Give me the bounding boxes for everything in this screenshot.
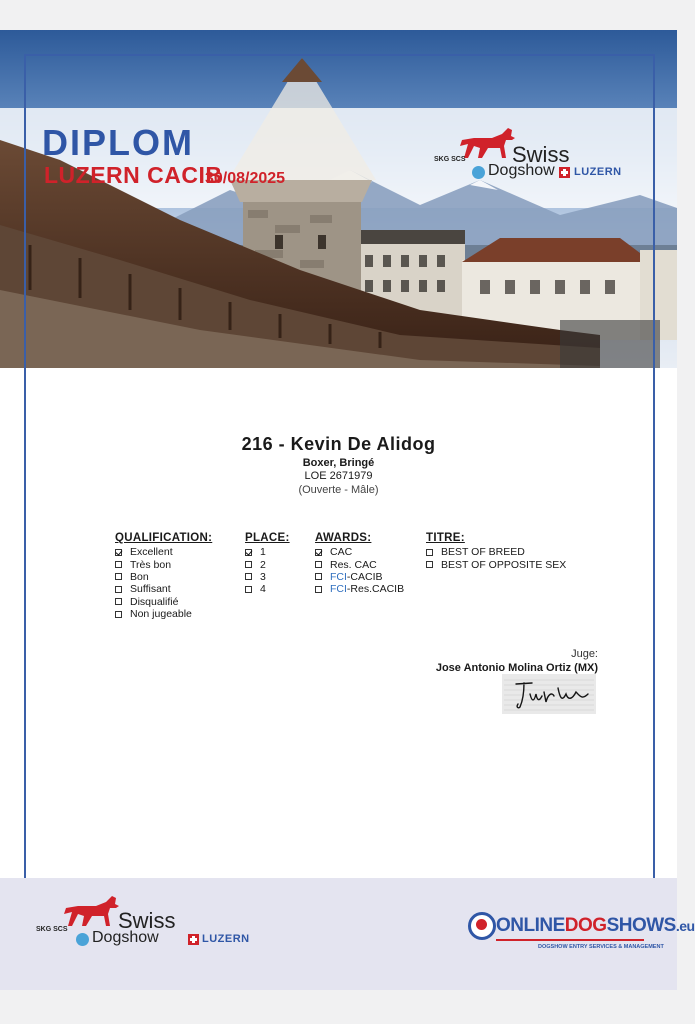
checkbox-icon — [426, 561, 433, 568]
award-option: Res. CAC — [315, 558, 404, 570]
checkbox-icon — [315, 573, 322, 580]
judge-label: Juge: — [571, 648, 598, 660]
place-column — [245, 532, 290, 596]
checkbox-icon — [115, 598, 122, 605]
award-option: CAC — [315, 546, 404, 558]
award-option: FCI -Res.CACIB — [315, 583, 404, 595]
awards-column — [315, 532, 404, 596]
titre-option: BEST OF BREED — [426, 546, 566, 558]
org-badge: SKG SCS — [434, 156, 466, 163]
judge-name: Jose Antonio Molina Ortiz (MX) — [435, 662, 598, 674]
dog-catalog-name: 216 - Kevin De Alidog — [241, 434, 436, 454]
place-heading: PLACE: — [245, 532, 290, 544]
show-date: 30/08/2025 — [205, 170, 286, 187]
online-dogshows-wordmark: ONLINEDOGSHOWS.eu — [496, 915, 695, 936]
online-dogshows-tagline: DOGSHOW ENTRY SERVICES & MANAGEMENT — [538, 944, 664, 950]
checkbox-checked-icon — [315, 549, 322, 556]
checkbox-icon — [115, 573, 122, 580]
show-name: LUZERN CACIB — [44, 162, 223, 188]
logo-underline — [496, 939, 644, 941]
award-option: FCI -CACIB — [315, 571, 404, 583]
logo-swiss-text: Swiss — [118, 908, 176, 933]
diploma-title: DIPLOM — [42, 122, 194, 163]
qualification-option: Très bon — [115, 558, 212, 570]
titre-column — [426, 532, 566, 571]
checkbox-icon — [115, 561, 122, 568]
swiss-cross-icon — [188, 934, 199, 945]
judge-signature — [502, 674, 596, 714]
dog-breed: Boxer, Bringé — [302, 457, 375, 469]
lucerne-chapel-bridge-photo — [0, 30, 677, 368]
titre-option: BEST OF OPPOSITE SEX — [426, 558, 566, 570]
qualification-option: Excellent — [115, 546, 212, 558]
swiss-dogshow-logo-bottom — [34, 892, 254, 956]
qualification-option: Non jugeable — [115, 608, 212, 620]
checkbox-icon — [245, 561, 252, 568]
place-option: 1 — [245, 546, 290, 558]
header-banner — [0, 30, 677, 368]
checkbox-icon — [426, 549, 433, 556]
logo-dogshow-text: Dogshow — [488, 162, 555, 179]
place-option: 3 — [245, 571, 290, 583]
qualification-column — [115, 532, 212, 620]
globe-icon — [76, 933, 89, 946]
place-option: 4 — [245, 583, 290, 595]
awards-heading: AWARDS: — [315, 532, 372, 544]
diploma-sheet — [0, 30, 695, 990]
checkbox-icon — [245, 586, 252, 593]
dog-registration: LOE 2671979 — [304, 470, 373, 482]
swiss-dogshow-logo-top — [432, 124, 642, 188]
dog-silhouette-icon — [62, 894, 120, 928]
swiss-cross-icon — [559, 167, 570, 178]
logo-luzern-text: LUZERN — [202, 933, 250, 945]
checkbox-checked-icon — [245, 549, 252, 556]
qualification-heading: QUALIFICATION: — [115, 532, 213, 544]
qualification-option: Bon — [115, 571, 212, 583]
logo-dogshow-text: Dogshow — [92, 929, 159, 946]
dog-silhouette-icon — [458, 126, 516, 160]
checkbox-icon — [245, 573, 252, 580]
qualification-option: Suffisant — [115, 583, 212, 595]
globe-icon — [472, 166, 485, 179]
dog-class: (Ouverte - Mâle) — [298, 484, 379, 496]
paw-icon — [476, 919, 487, 930]
checkbox-icon — [115, 586, 122, 593]
logo-swiss-text: Swiss — [512, 142, 570, 167]
titre-heading: TITRE: — [426, 532, 465, 544]
qualification-option: Disqualifié — [115, 596, 212, 608]
checkbox-icon — [315, 561, 322, 568]
org-badge: SKG SCS — [36, 926, 68, 933]
logo-luzern-text: LUZERN — [574, 166, 622, 178]
checkbox-icon — [115, 611, 122, 618]
checkbox-icon — [315, 586, 322, 593]
checkbox-checked-icon — [115, 549, 122, 556]
place-option: 2 — [245, 558, 290, 570]
